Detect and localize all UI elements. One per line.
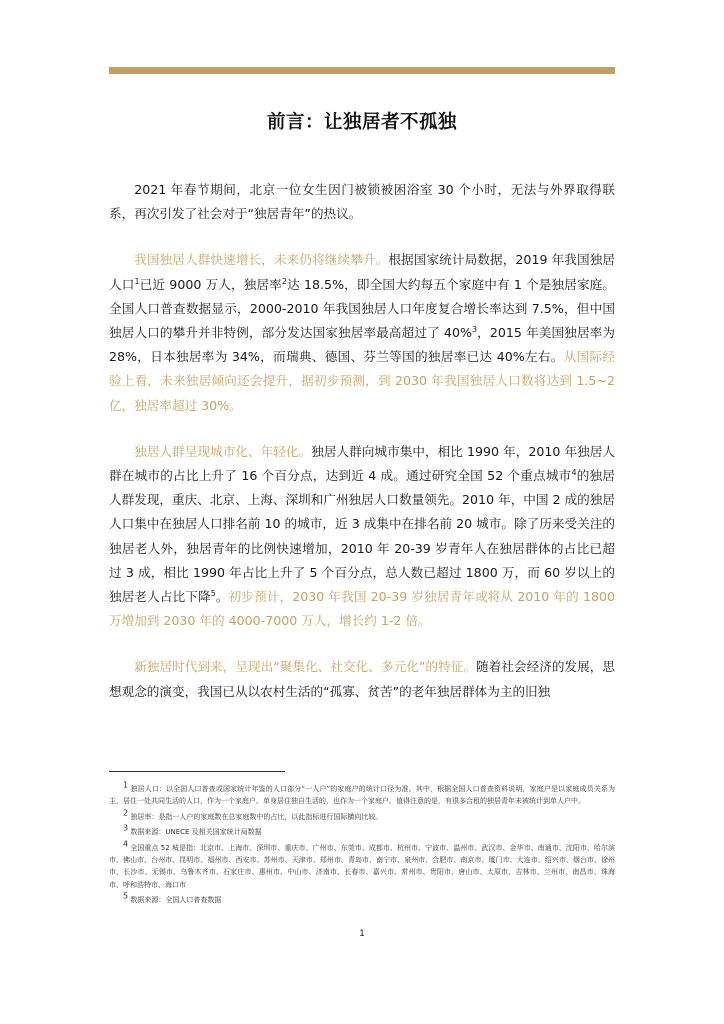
body-text [109, 178, 615, 726]
paragraph-text: 随着社会经济的发展，思想观念的演变，我国已从以农村生活的“孤寡、贫苦”的老年独居群体为主的旧独 [109, 659, 615, 699]
footnote-ref[interactable]: 1 [134, 276, 140, 286]
header-rule [109, 67, 615, 74]
paragraph-highlight: 从国际经验上看，未来独居倾向还会提升，据初步预测，到 2030 年我国独居人口数将达到 1.5~2 亿，独居率超过 30%。 [109, 349, 616, 413]
paragraph-text: 根据国家统计局数据，2019 年我国独居人口 [109, 252, 616, 292]
footnote-ref[interactable]: 4 [571, 467, 577, 477]
paragraph-lead: 我国独居人群快速增长，未来仍将继续攀升。 [134, 252, 389, 268]
paragraph-urbanization [109, 440, 615, 634]
paragraph-text: ，2015 年美国独居率为 28%，日本独居率为 34%，而瑞典、德国、芬兰等国的独居率已达 40%左右。 [109, 325, 615, 365]
paragraph-text: 。 [215, 589, 229, 605]
paragraph-highlight: 初步预计，2030 年我国 20-39 岁独居青年或将从 2010 年的 1800 万增加到 2030 年的 4000-7000 万人，增长约 1-2 倍。 [109, 589, 616, 629]
paragraph-text: 的独居人群发现，重庆、北京、上海、深圳和广州独居人口数量领先。2010 年，中国 2 成的独居人口集中在独居人口排名前 10 的城市，近 3 成集中在排名前 20 城市。除了历来受关注的独居老人外，独居青年的比例快速增加，2010 年 20-39 岁青年人在独居群体的占比已超过 3 成，相比 1990 年占比上升了 5 个百分点，总人数已超过 1800 万，而 60 岁以上的独居老人占比下降 [109, 468, 615, 605]
footnote-item: $^1$ 独居人口：以全国人口普查或国家统计年鉴的人口部分“一人户”的家庭户的统计口径为准。其中，根据全国人口普查资料说明，家庭户是以家庭成员关系为主，居住一处共同生活的人口，作为一个家庭户。单身居住独自生活的，也作为一个家庭户。值得注意的是，有很多合租的独居青年未被统计到单人户中。 [109, 780, 615, 806]
paragraph-intro [109, 178, 615, 226]
paragraph-new-era [109, 655, 615, 703]
footnote-ref[interactable]: 5 [210, 588, 216, 598]
footnote-ref[interactable]: 2 [281, 276, 288, 286]
page-number: 1 [359, 929, 365, 939]
footnote-item: $^3$ 数据来源：UNECE 及相关国家统计局数据 [123, 823, 262, 837]
footnotes [109, 780, 615, 910]
paragraph-lead: 独居人群呈现城市化、年轻化。 [134, 443, 312, 459]
paragraph-text: 独居人群向城市集中，相比 1990 年，2010 年独居人群在城市的占比上升了 16 个百分点，达到近 4 成。通过研究全国 52 个重点城市 [109, 443, 615, 484]
paragraph-text: 已近 9000 万人，独居率 [139, 276, 282, 292]
footnote-ref[interactable]: 3 [471, 324, 478, 334]
paragraph-lead: 新独居时代到来，呈现出“聚集化、社交化、多元化”的特征。 [134, 659, 476, 675]
footnote-item: $^5$ 数据来源：全国人口普查数据 [123, 891, 222, 905]
paragraph-text: 达 18.5%，即全国大约每五个家庭中有 1 个是独居家庭。全国人口普查数据显示，2000-2010 年我国独居人口年度复合增长率达到 7.5%，但中国独居人口的攀升并非特例，部分发达国家独居率最高超过了 40% [109, 276, 616, 341]
page-title: 前言：让独居者不孤独 [266, 112, 457, 133]
footnote-divider [109, 771, 285, 772]
footnote-item: $^2$ 独居率：是指一人户的家庭数在总家庭数中的占比，以此指标进行国际横向比较。 [123, 808, 383, 821]
footnote-item: $^4$ 全国重点 52 城是指：北京市、上海市、深圳市、重庆市、广州市、东莞市、成都市、杭州市、宁波市、温州市、武汉市、金华市、南通市、沈阳市、哈尔滨市、佛山市、台州市、昆明市、福州市、西安市、苏州市、天津市、郑州市、青岛市、南宁市、泉州市、合肥市、南京市、厦门市、大连市、绍兴市、烟台市、徐州市、长沙市、无锡市、乌鲁木齐市、石家庄市、惠州市、中山市、济南市、长春市、嘉兴市、常州市、贵阳市、唐山市、太原市、吉林市、兰州市、南昌市、珠海市、呼和浩特市、海口市 [109, 839, 615, 889]
intro-text: 2021 年春节期间，北京一位女生因门被锁被困浴室 30 个小时，无法与外界取得联系，再次引发了社会对于“独居青年”的热议。 [109, 182, 615, 222]
paragraph-growth [109, 248, 615, 417]
